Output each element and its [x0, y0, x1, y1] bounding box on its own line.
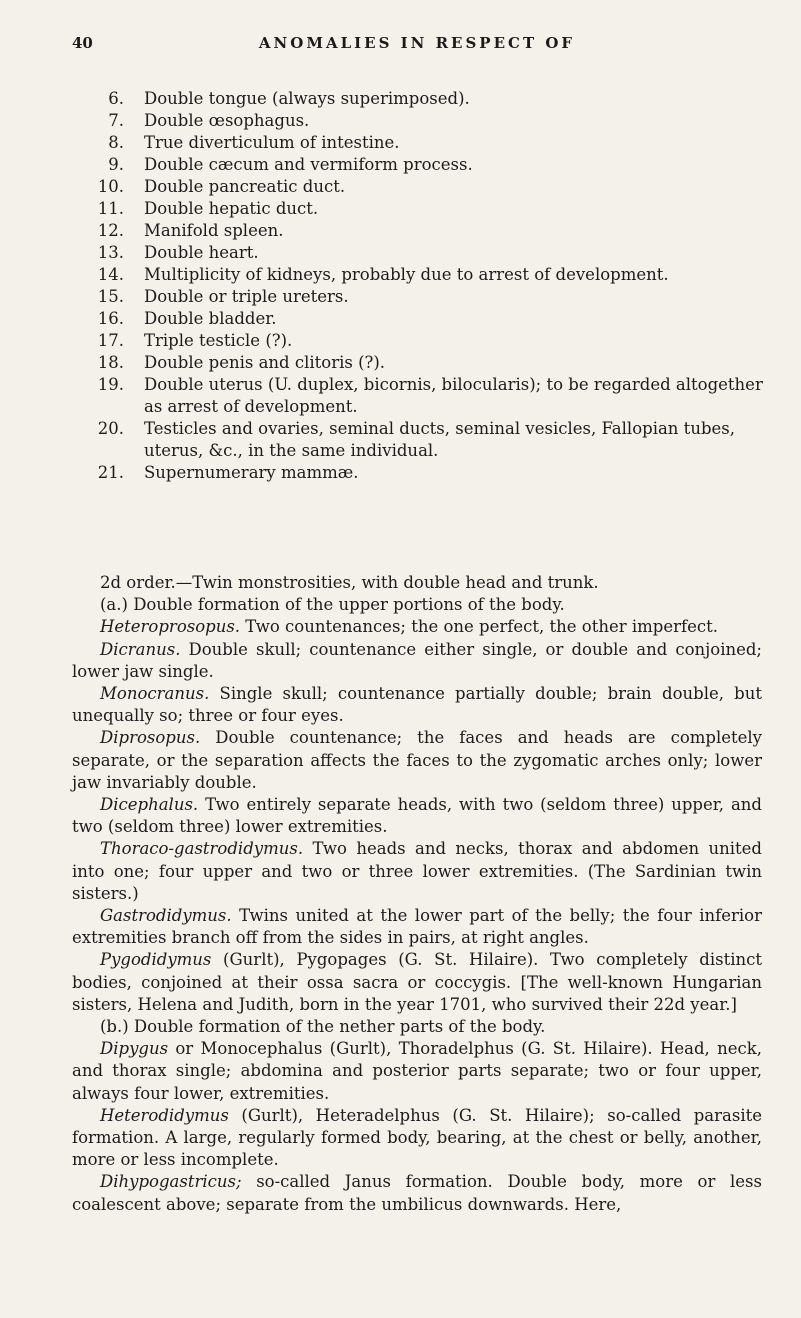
list-item-text: Double or triple ureters. [144, 287, 349, 306]
paragraph [72, 949, 762, 1016]
paragraph-text: Two countenances; the one perfect, the other imperfect. [240, 617, 718, 637]
paragraph [72, 727, 762, 794]
list-item [72, 308, 772, 330]
term-italic: Heterodidymus [100, 1105, 229, 1125]
list-item [72, 264, 772, 286]
list-item-number: 10. [97, 177, 124, 196]
page-number: 40 [72, 34, 93, 52]
paragraph [72, 639, 762, 683]
list-item-text: True diverticulum of intestine. [144, 133, 400, 152]
paragraph [72, 1171, 762, 1215]
list-item-text: Double heart. [144, 243, 259, 262]
paragraph-text: Twins united at the lower part of the belly; the four inferior extremities branch off from the sides in pairs, at right angles. [72, 906, 762, 948]
paragraph-text: Single skull; countenance partially double; brain double, but unequally so; three or four eyes. [72, 684, 762, 726]
paragraph-text: (a.) Double formation of the upper portions of the body. [100, 595, 565, 615]
term-italic: Dipygus [100, 1039, 169, 1059]
list-item-number: 13. [97, 243, 124, 262]
list-item-text: Double uterus (U. duplex, bicornis, bilocularis); to be regarded altogether as arrest of development. [144, 375, 763, 416]
list-item-text: Double œsophagus. [144, 111, 310, 130]
list-item [72, 110, 772, 132]
list-item [72, 132, 772, 154]
paragraph-text: Double skull; countenance either single, or double and conjoined; lower jaw single. [72, 639, 762, 681]
list-item-text: Multiplicity of kidneys, probably due to arrest of development. [144, 265, 669, 284]
paragraph-text: so-called Janus formation. Double body, more or less coalescent above; separate from the umbilicus downwards. Here, [72, 1172, 762, 1214]
term-italic: Pygodidymus [100, 950, 212, 970]
term-italic: Thoraco-gastrodidymus. [100, 839, 304, 859]
body-text [72, 572, 762, 1216]
list-item-number: 11. [97, 199, 124, 218]
paragraph-text: Two entirely separate heads, with two (seldom three) upper, and two (seldom three) lower extremities. [72, 795, 762, 837]
list-item [72, 176, 772, 198]
list-item-text: Double bladder. [144, 309, 277, 328]
list-item-number: 12. [97, 221, 124, 240]
paragraph [72, 572, 762, 594]
list-item-text: Double hepatic duct. [144, 199, 319, 218]
paragraph-text: 2d order.—Twin monstrosities, with double head and trunk. [100, 573, 599, 592]
paragraph-text: or Monocephalus (Gurlt), Thoradelphus (G. St. Hilaire). Head, neck, and thorax single; abdomina and posterior parts separate; two or four upper, always four lower, extremities. [72, 1039, 762, 1103]
term-italic: Dicranus. [100, 639, 181, 659]
paragraph [72, 1016, 762, 1038]
list-item-text: Manifold spleen. [144, 221, 284, 240]
list-item [72, 352, 772, 374]
list-item-number: 19. [97, 375, 124, 394]
paragraph [72, 1038, 762, 1105]
paragraph-text: Double countenance; the faces and heads are completely separate, or the separation affects the faces to the zygomatic arches only; lower jaw invariably double. [72, 728, 762, 792]
list-item-number: 9. [108, 155, 124, 174]
running-head: ANOMALIES IN RESPECT OF [258, 34, 576, 52]
list-item-number: 20. [97, 419, 124, 438]
term-italic: Heteroprosopus. [100, 617, 241, 637]
anomaly-list [72, 88, 772, 484]
paragraph [72, 838, 762, 905]
list-item [72, 330, 772, 352]
paragraph-text: (Gurlt), Heteradelphus (G. St. Hilaire); so-called parasite formation. A large, regularly formed body, bearing, at the chest or belly, another, more or less incomplete. [72, 1105, 762, 1170]
list-item [72, 374, 772, 418]
paragraph-text: (b.) Double formation of the nether parts of the body. [100, 1017, 546, 1037]
list-item-text: Double pancreatic duct. [144, 177, 346, 196]
list-item [72, 286, 772, 308]
list-item-number: 16. [97, 309, 124, 328]
paragraph [72, 794, 762, 838]
list-item [72, 154, 772, 176]
list-item-number: 14. [97, 265, 124, 284]
list-item-number: 8. [108, 133, 124, 152]
list-item-text: Triple testicle (?). [144, 331, 293, 350]
paragraph [72, 1105, 762, 1172]
list-item [72, 88, 772, 110]
list-item-number: 6. [108, 89, 124, 108]
list-item-text: Double cæcum and vermiform process. [144, 155, 473, 174]
list-item [72, 198, 772, 220]
term-italic: Dicephalus. [100, 795, 199, 815]
term-italic: Dihypogastricus; [100, 1172, 242, 1192]
term-italic: Diprosopus. [100, 728, 201, 748]
list-item-number: 7. [108, 111, 124, 130]
paragraph [72, 616, 762, 638]
paragraph [72, 905, 762, 949]
list-item [72, 418, 772, 462]
list-item [72, 242, 772, 264]
list-item-number: 15. [97, 287, 124, 306]
list-item-number: 18. [97, 353, 124, 372]
list-item-text: Double penis and clitoris (?). [144, 353, 386, 372]
term-italic: Gastrodidymus. [100, 906, 232, 926]
paragraph [72, 683, 762, 727]
paragraph [72, 594, 762, 616]
list-item-text: Supernumerary mammæ. [144, 463, 359, 482]
list-item-number: 17. [97, 331, 124, 350]
paragraph-text: Two heads and necks, thorax and abdomen united into one; four upper and two or three lower extremities. (The Sardinian twin sisters.) [72, 839, 762, 903]
list-item-text: Double tongue (always superimposed). [144, 89, 470, 108]
list-item [72, 462, 772, 484]
term-italic: Monocranus. [100, 684, 210, 704]
list-item-number: 21. [97, 463, 124, 482]
page-header [72, 34, 762, 58]
paragraph-text: (Gurlt), Pygopages (G. St. Hilaire). Two completely distinct bodies, conjoined at their ossa sacra or coccygis. [The well-known Hungarian sisters, Helena and Judith, born in the year 1701, who survived their 22d year.] [72, 950, 762, 1014]
list-item [72, 220, 772, 242]
list-item-text: Testicles and ovaries, seminal ducts, seminal vesicles, Fallopian tubes, uterus, &c., in the same individual. [144, 419, 735, 460]
